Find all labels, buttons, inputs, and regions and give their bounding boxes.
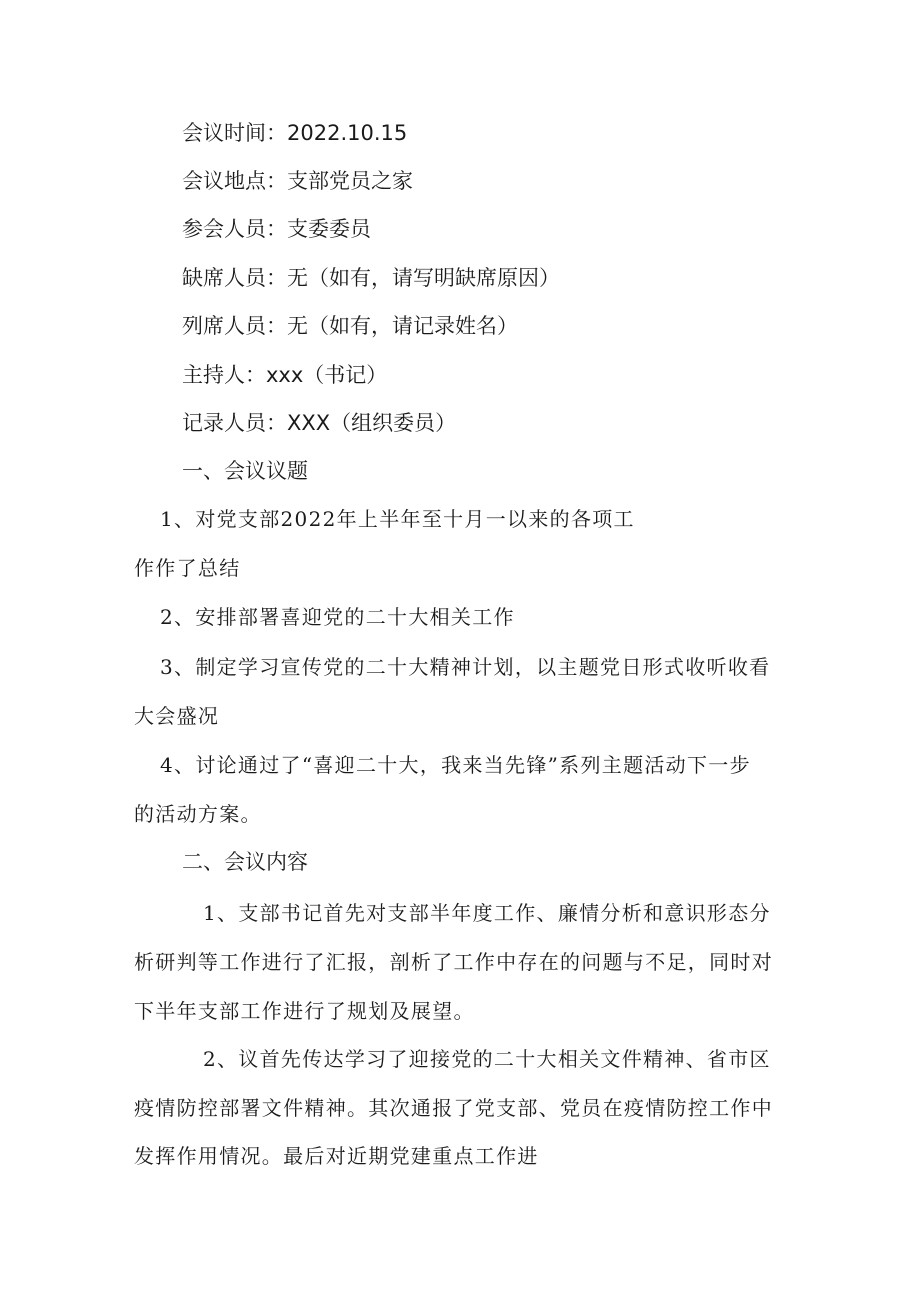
agenda-item-3-line2: 大会盛况 — [134, 704, 220, 728]
meeting-attendees: 参会人员：支委委员 — [182, 217, 371, 241]
meeting-recorder: 记录人员：XXX（组织委员） — [182, 411, 457, 435]
agenda-item-4-line2: 的活动方案。 — [134, 802, 262, 826]
agenda-item-4-line1: 4、讨论通过了“喜迎二十大，我来当先锋”系列主题活动下一步 — [160, 753, 751, 777]
content-para-1-line3: 下半年支部工作进行了规划及展望。 — [134, 999, 475, 1023]
content-para-2-line2: 疫情防控部署文件精神。其次通报了党支部、党员在疫情防控工作中 — [134, 1096, 773, 1120]
content-para-2-line3: 发挥作用情况。最后对近期党建重点工作进 — [134, 1144, 539, 1168]
agenda-heading: 一、会议议题 — [182, 459, 308, 483]
agenda-item-1-line2: 作作了总结 — [134, 556, 241, 580]
content-para-1-line2: 析研判等工作进行了汇报，剖析了工作中存在的问题与不足，同时对 — [134, 950, 773, 974]
content-para-1-line1: 1、支部书记首先对支部半年度工作、廉情分析和意识形态分 — [203, 901, 771, 925]
meeting-absentees: 缺席人员：无（如有，请写明缺席原因） — [182, 266, 560, 290]
meeting-observers: 列席人员：无（如有，请记录姓名） — [182, 314, 518, 338]
content-heading: 二、会议内容 — [182, 850, 308, 874]
agenda-item-3-line1: 3、制定学习宣传党的二十大精神计划，以主题党日形式收听收看 — [160, 655, 771, 679]
agenda-item-2: 2、安排部署喜迎党的二十大相关工作 — [160, 605, 515, 629]
meeting-host: 主持人：xxx（书记） — [182, 363, 388, 387]
agenda-item-1-line1: 1、对党支部2022年上半年至十月一以来的各项工 — [160, 507, 635, 531]
content-para-2-line1: 2、议首先传达学习了迎接党的二十大相关文件精神、省市区 — [203, 1047, 771, 1071]
meeting-time: 会议时间：2022.10.15 — [182, 121, 408, 145]
meeting-place: 会议地点：支部党员之家 — [182, 169, 413, 193]
